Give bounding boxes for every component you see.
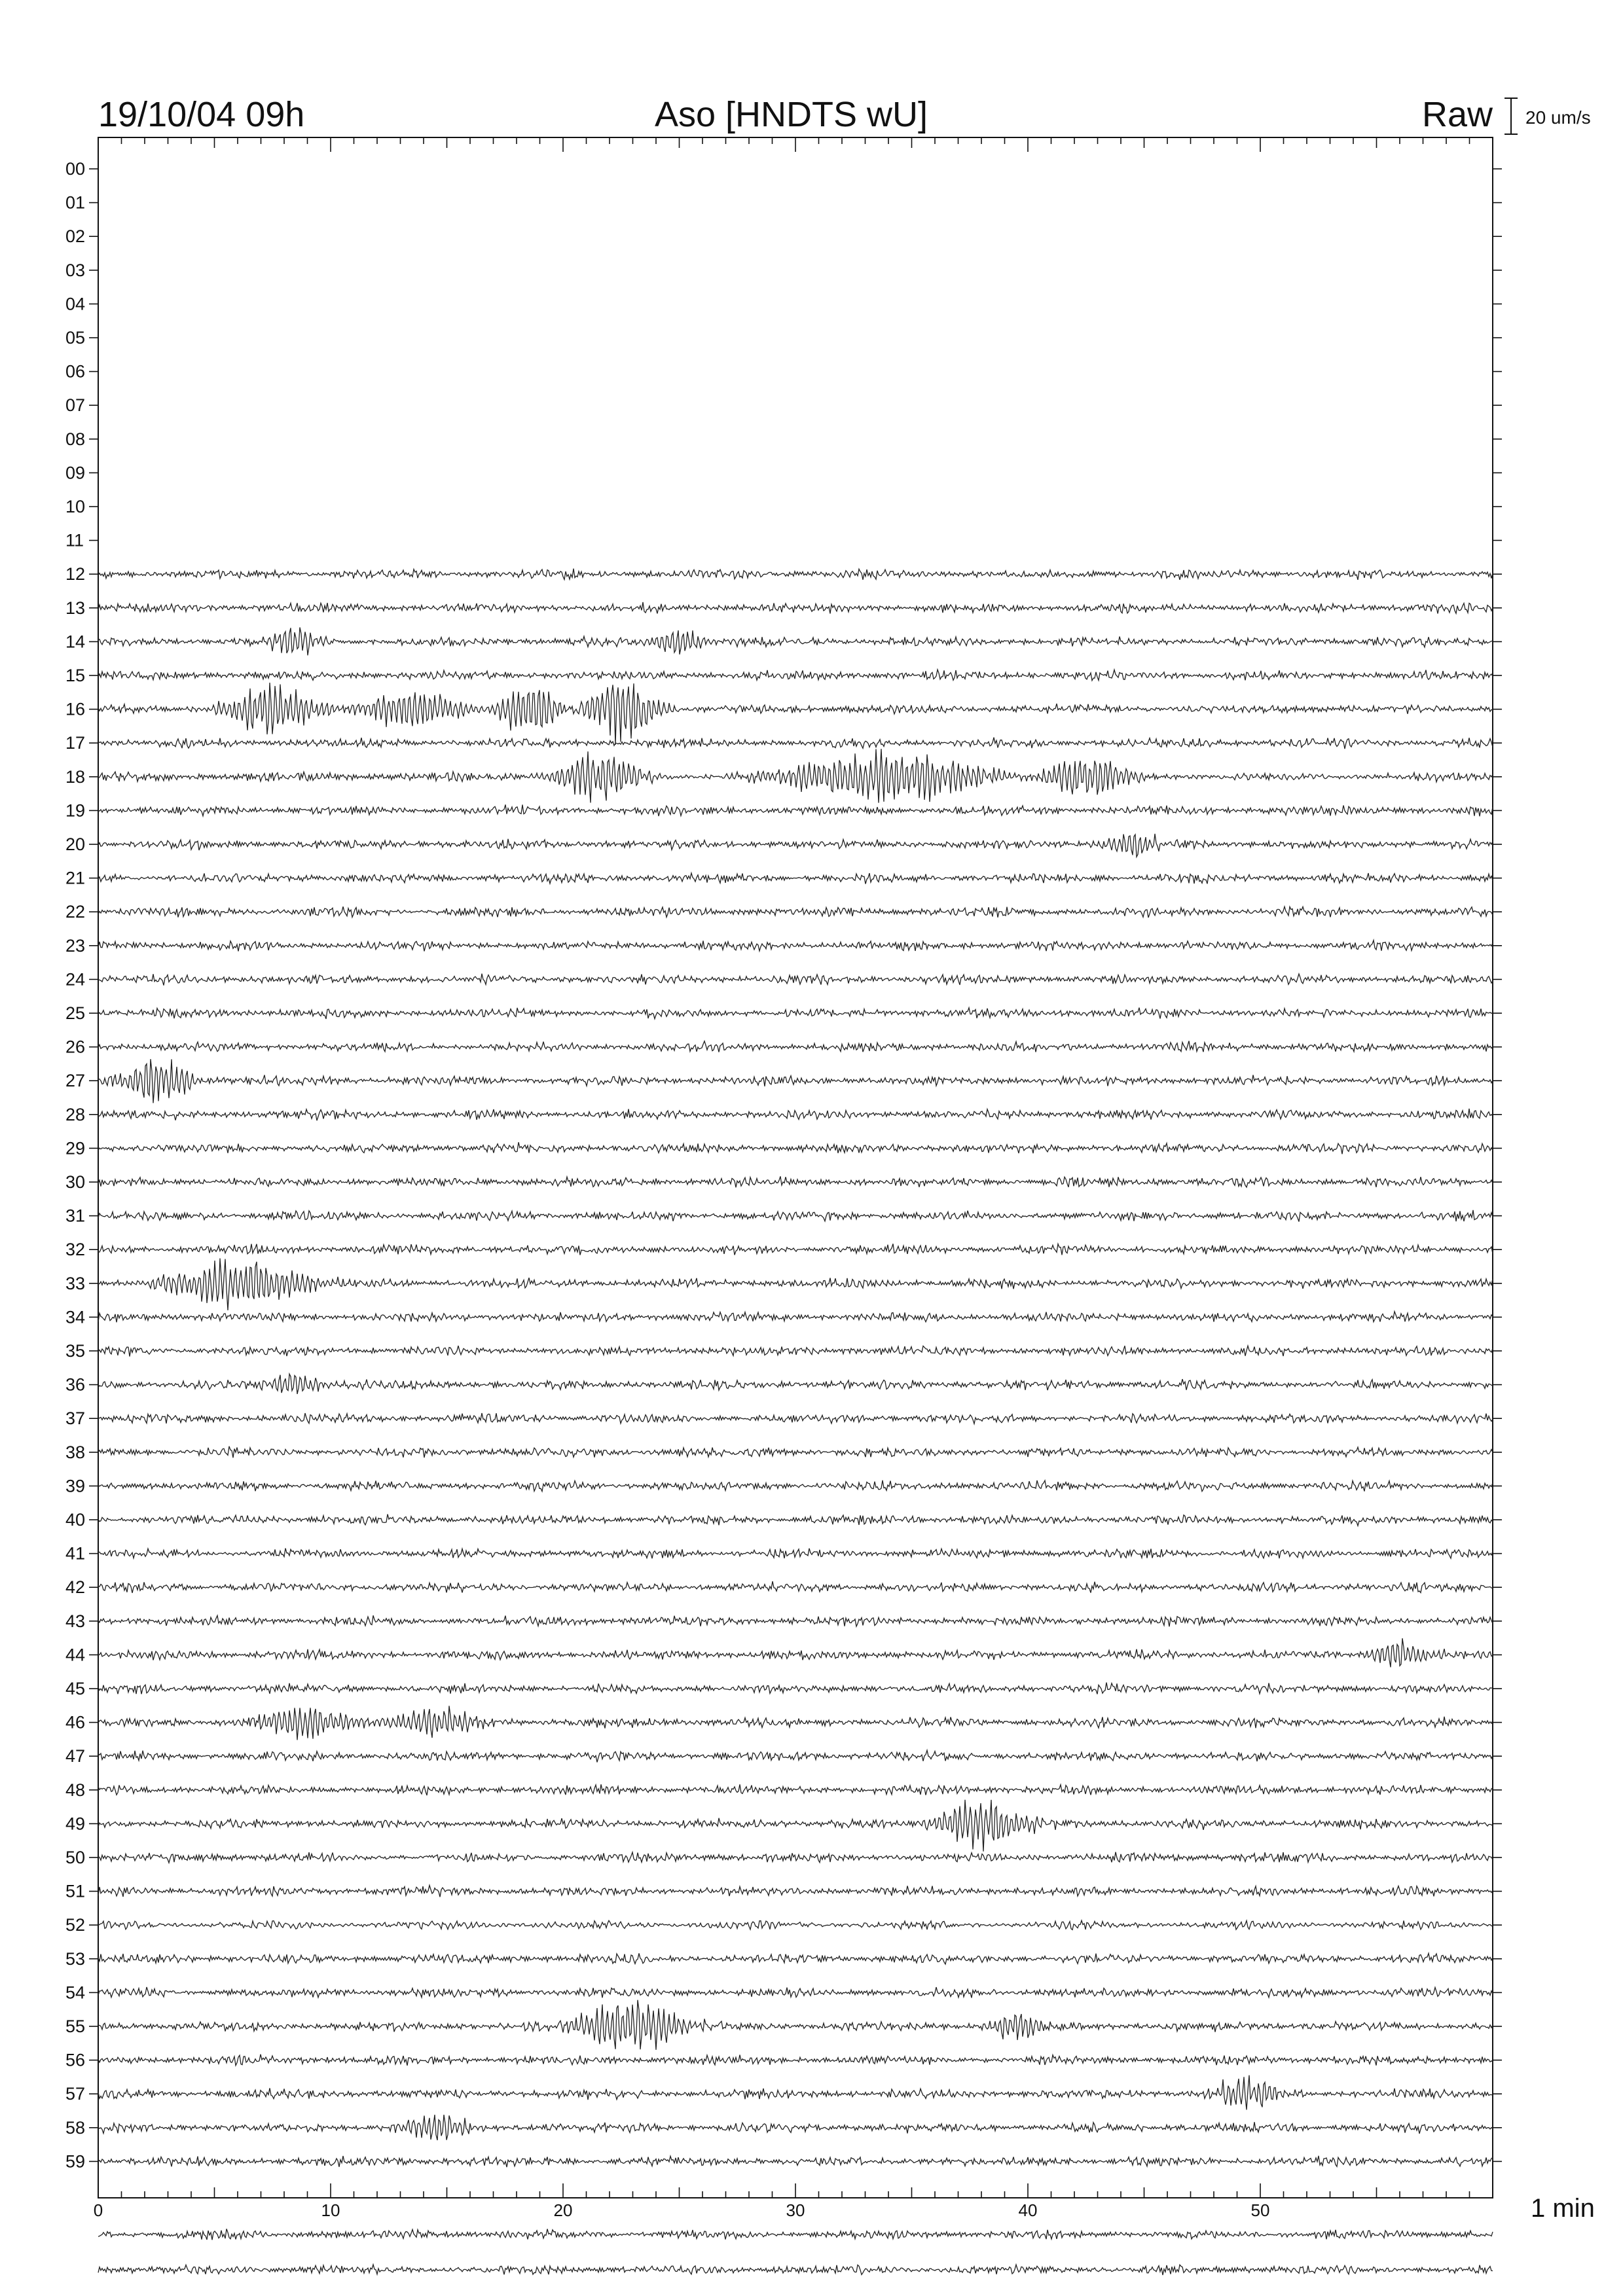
row-label-14: 14: [65, 632, 86, 652]
datetime-label: 19/10/04 09h: [98, 95, 305, 134]
row-label-34: 34: [65, 1307, 86, 1327]
row-label-06: 06: [65, 361, 86, 382]
trace-19: [98, 804, 1493, 816]
row-label-31: 31: [65, 1206, 86, 1226]
trace-48: [98, 1784, 1493, 1795]
amplitude-scale-bar: [1504, 98, 1518, 134]
row-label-35: 35: [65, 1341, 86, 1361]
trace-20: [98, 834, 1493, 857]
trace-38: [98, 1446, 1493, 1458]
row-label-40: 40: [65, 1510, 86, 1530]
trace-13: [98, 602, 1493, 614]
trace-26: [98, 1041, 1493, 1052]
row-label-53: 53: [65, 1948, 86, 1969]
trace-54: [98, 1987, 1493, 1998]
trace-43: [98, 1615, 1493, 1626]
minute-ticks: [98, 137, 1493, 2198]
row-label-57: 57: [65, 2084, 86, 2104]
row-label-01: 01: [65, 192, 86, 213]
trace-28: [98, 1109, 1493, 1121]
row-label-08: 08: [65, 429, 86, 449]
trace-36: [98, 1374, 1493, 1394]
trace-12: [98, 569, 1493, 580]
row-label-19: 19: [65, 800, 86, 821]
row-label-05: 05: [65, 328, 86, 348]
trace-31: [98, 1210, 1493, 1222]
trace-23: [98, 941, 1493, 952]
trace-55: [98, 2000, 1493, 2050]
x-tick-label-0: 0: [93, 2200, 103, 2220]
row-label-52: 52: [65, 1915, 86, 1935]
row-label-20: 20: [65, 834, 86, 854]
row-label-38: 38: [65, 1442, 86, 1462]
trace-29: [98, 1142, 1493, 1154]
row-label-48: 48: [65, 1780, 86, 1800]
trace-32: [98, 1244, 1493, 1255]
row-label-55: 55: [65, 2017, 86, 2036]
row-label-37: 37: [65, 1408, 86, 1429]
trace-14: [98, 628, 1493, 656]
row-label-49: 49: [65, 1814, 86, 1834]
station-title: Aso [HNDTS wU]: [655, 95, 928, 134]
row-label-02: 02: [65, 226, 86, 247]
trace-18: [98, 749, 1493, 803]
row-label-17: 17: [65, 733, 86, 753]
seismic-traces: [98, 569, 1493, 2275]
trace-59: [98, 2156, 1493, 2167]
trace-57: [98, 2075, 1493, 2110]
trace-58: [98, 2115, 1493, 2140]
mode-label: Raw: [1422, 95, 1493, 134]
trace-45: [98, 1683, 1493, 1695]
trace-39: [98, 1480, 1493, 1492]
x-tick-label-40: 40: [1018, 2200, 1038, 2220]
row-label-22: 22: [65, 902, 86, 922]
plot-border: [98, 137, 1493, 2198]
trace-27: [98, 1059, 1493, 1103]
row-label-10: 10: [65, 497, 86, 516]
trace-30: [98, 1176, 1493, 1187]
row-label-39: 39: [65, 1476, 86, 1496]
row-label-27: 27: [65, 1071, 86, 1091]
row-label-46: 46: [65, 1712, 86, 1732]
plot-frame: [98, 137, 1493, 2198]
trace-22: [98, 906, 1493, 918]
row-label-21: 21: [65, 868, 86, 888]
row-label-58: 58: [65, 2117, 86, 2138]
trace-50: [98, 1852, 1493, 1863]
trace-next-00: [98, 2229, 1493, 2240]
trace-21: [98, 873, 1493, 884]
row-label-25: 25: [65, 1003, 86, 1023]
row-label-36: 36: [65, 1374, 86, 1395]
trace-41: [98, 1549, 1493, 1559]
row-label-50: 50: [65, 1848, 86, 1867]
row-label-15: 15: [65, 666, 86, 685]
row-label-03: 03: [65, 260, 86, 280]
trace-56: [98, 2054, 1493, 2066]
trace-34: [98, 1312, 1493, 1323]
trace-17: [98, 738, 1493, 749]
trace-37: [98, 1413, 1493, 1424]
trace-53: [98, 1953, 1493, 1964]
row-label-54: 54: [65, 1982, 86, 2003]
row-label-45: 45: [65, 1679, 86, 1698]
x-tick-label-10: 10: [321, 2200, 340, 2220]
x-tick-label-20: 20: [553, 2200, 573, 2220]
row-label-47: 47: [65, 1746, 86, 1767]
row-label-13: 13: [65, 598, 86, 618]
row-label-00: 00: [65, 159, 86, 179]
row-label-59: 59: [65, 2151, 86, 2172]
trace-15: [98, 670, 1493, 681]
row-label-04: 04: [65, 294, 86, 314]
time-unit-label: 1 min: [1531, 2194, 1595, 2223]
trace-24: [98, 974, 1493, 986]
row-label-28: 28: [65, 1104, 86, 1124]
scale-label: 20 um/s: [1525, 107, 1591, 128]
row-label-24: 24: [65, 969, 86, 990]
trace-42: [98, 1581, 1493, 1593]
row-label-42: 42: [65, 1577, 86, 1598]
x-tick-label-30: 30: [786, 2200, 805, 2220]
trace-52: [98, 1920, 1493, 1929]
trace-35: [98, 1346, 1493, 1356]
row-label-29: 29: [65, 1138, 86, 1158]
x-axis-labels: [94, 2200, 1270, 2220]
row-label-41: 41: [65, 1543, 86, 1564]
trace-40: [98, 1515, 1493, 1526]
row-label-32: 32: [65, 1240, 86, 1260]
trace-46: [98, 1706, 1493, 1740]
row-labels: [65, 159, 1502, 2171]
row-label-18: 18: [65, 766, 86, 787]
row-label-44: 44: [65, 1645, 86, 1665]
trace-next-01: [98, 2265, 1493, 2275]
row-label-43: 43: [65, 1611, 86, 1631]
trace-33: [98, 1259, 1493, 1310]
x-tick-label-50: 50: [1250, 2200, 1270, 2220]
row-label-07: 07: [65, 395, 86, 416]
row-label-26: 26: [65, 1037, 86, 1057]
row-label-09: 09: [65, 463, 86, 483]
row-label-23: 23: [65, 935, 86, 956]
row-label-12: 12: [65, 564, 86, 584]
row-label-51: 51: [65, 1881, 86, 1901]
row-label-33: 33: [65, 1273, 86, 1293]
trace-49: [98, 1800, 1493, 1852]
trace-25: [98, 1008, 1493, 1019]
row-label-30: 30: [65, 1172, 86, 1192]
row-label-11: 11: [65, 530, 84, 550]
row-label-56: 56: [65, 2050, 86, 2070]
trace-51: [98, 1886, 1493, 1897]
trace-47: [98, 1750, 1493, 1762]
trace-44: [98, 1638, 1493, 1667]
trace-16: [98, 683, 1493, 745]
row-label-16: 16: [65, 699, 86, 719]
